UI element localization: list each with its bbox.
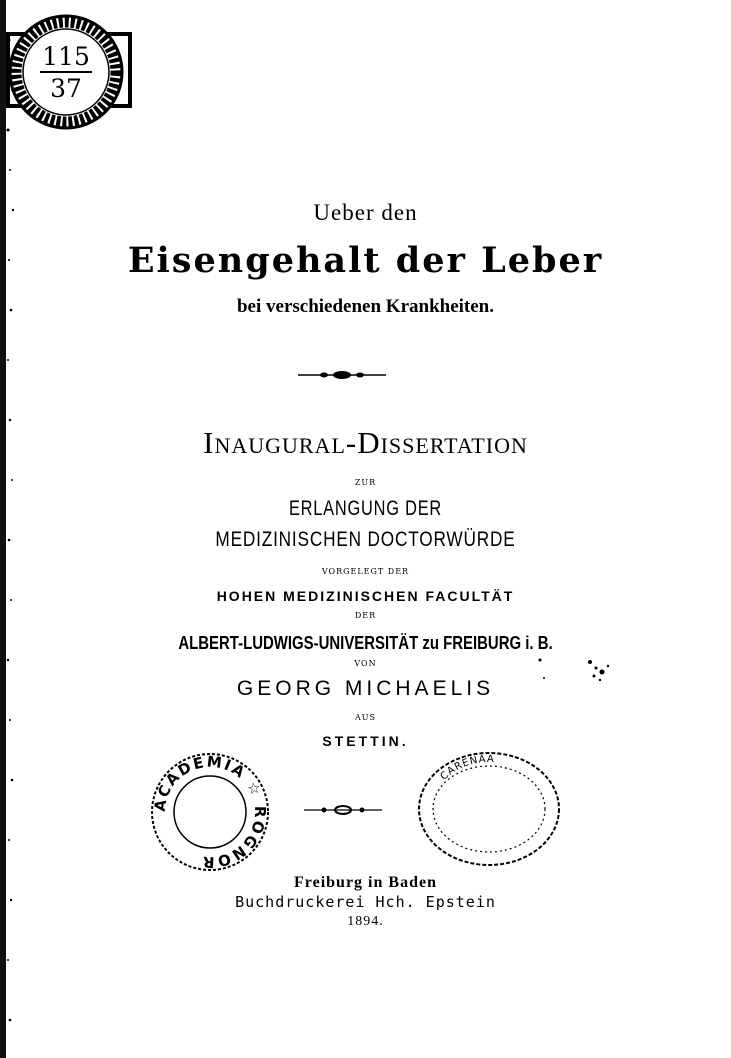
dissertation-heading: Inaugural-Dissertation [203,425,528,460]
shelf-number-top: 115 [42,42,90,71]
title-line-1: Ueber den [313,200,418,225]
label-zur: ZUR [354,478,377,487]
seal-right [414,748,564,870]
university-line: ALBERT-LUDWIGS-UNIVERSITÄT zu FREIBURG i. B. [178,633,553,653]
label-vorgelegt: VORGELEGT DER [321,567,410,576]
title-subtitle: bei verschiedenen Krankheiten. [236,296,495,317]
faculty-line: HOHEN MEDIZINISCHEN FACULTÄT [216,588,515,604]
shelf-number-bottom: 37 [50,74,82,103]
imprint-place: Freiburg in Baden [294,874,437,891]
erlangung-line: ERLANGUNG DER [288,497,443,520]
ornament-divider-bottom [302,802,384,818]
library-stamp-ring [0,12,140,132]
seal-academia [146,748,274,876]
seal-right-text: CARENAA [438,753,495,783]
library-stamp [0,12,140,132]
label-der: DER [354,611,377,620]
imprint-year: 1894. [347,914,384,929]
author-city: STETTIN. [322,733,409,749]
label-aus: AUS [355,713,376,722]
ink-specks [520,650,620,700]
author-name: GEORG MICHAELIS [236,677,495,700]
title-main: Eisengehalt der Leber [127,240,604,281]
seal-academia-text: ACADEMIA ☆ ROGNOR [150,752,270,872]
ornament-divider-top [296,367,388,383]
doctorwuerde-line: MEDIZINISCHEN DOCTORWÜRDE [215,528,516,551]
label-von: VON [354,659,377,668]
imprint-printer: Buchdruckerei Hch. Epstein [235,893,496,911]
svg-text:CARENAA [439,754,495,783]
